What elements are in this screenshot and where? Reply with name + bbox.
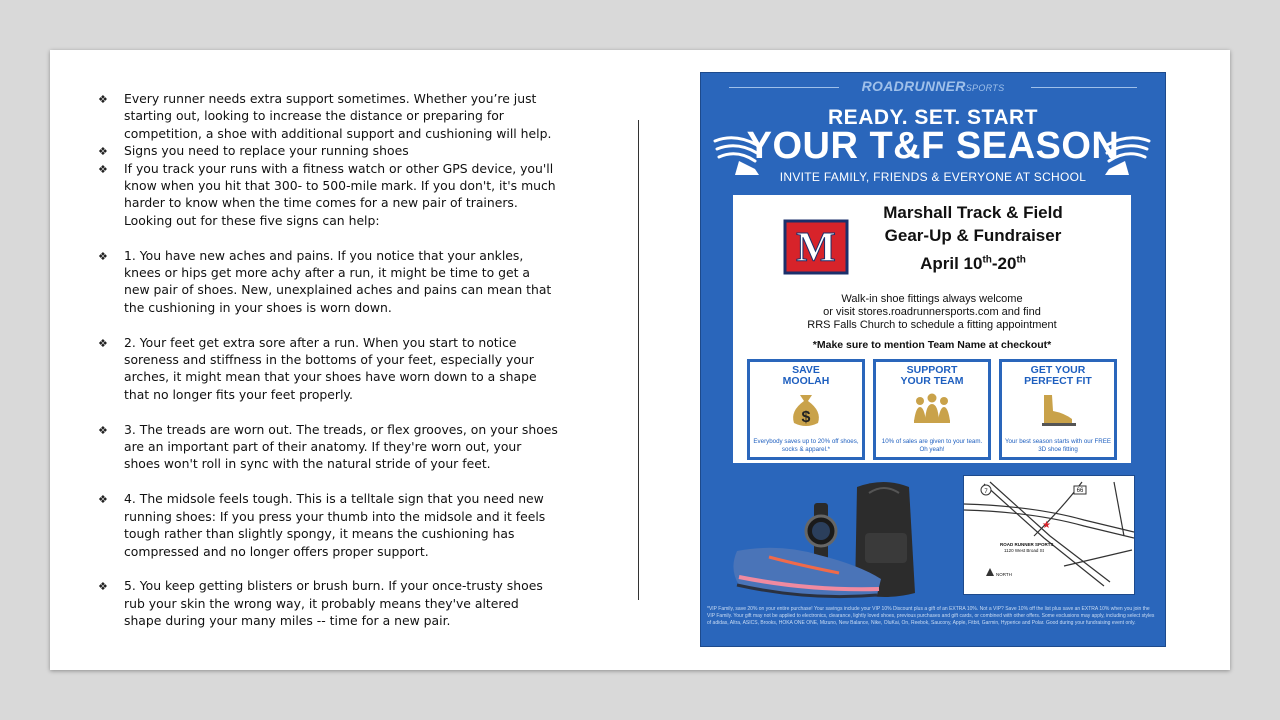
map-route-7: 7 [984,489,988,495]
map-roads-graphic [964,476,1134,594]
bullet-item [98,90,558,142]
benefit-title-fit-line2: PERFECT FIT [1024,375,1092,387]
benefit-caption-save: Everybody saves up to 20% off shoes, socks & apparel.* [753,438,859,453]
benefit-box-support [873,359,991,460]
foot-scan-icon [1026,389,1090,429]
fine-print: *VIP Family, save 20% on your entire purchase! Your savings include your VIP 10% Discount plus a gift of an EXTRA 10%. Not a VIP? Save 10% off the list plus save an EXTRA 10% when you join the VIP Family. Your gift may not be applied to electronics, clearance, lightly loved shoes, previous purchases and gift cards, or combined with other offers. Some exclusions may apply, including select styles of adidas, Altra, ASICS, Brooks, HOKA ONE ONE, Mizuno, New Balance, Nike, OluKai, On, Reebok, Saucony, Apple, Fitbit, Garmin, Hyperice and Polar. Good during your fundraising event only. [707,606,1155,626]
map-north-label: NORTH [996,572,1012,577]
bullet-text: 1. You have new aches and pains. If you notice that your ankles, knees or hips get more achy after a run, it might be time to get a new pair of shoes. New, unexplained aches and pains can mean that the cushioning in your shoes is worn down. [124,247,552,315]
diamond-bullet-icon: ❖ [98,93,108,106]
slide [50,50,1230,670]
money-bag-icon [786,389,826,429]
headline-invite: INVITE FAMILY, FRIENDS & EVERYONE AT SCHOOL [779,170,1087,184]
bullet-text: 2. Your feet get extra sore after a run. When you start to notice soreness and stiffness in the bottoms of your feet, especially your arches, it might mean that your shoes have worn down to a shape that no longer fits your feet properly. [124,334,537,402]
diamond-bullet-icon: ❖ [98,493,108,507]
divider-line [638,120,639,600]
brand-logo [701,78,1165,94]
event-title-line1: Marshall Track & Field [883,203,1063,222]
benefit-title-save-line1: SAVE [792,364,820,376]
bullet-item [98,577,558,629]
logo-letter: M [796,225,836,271]
benefit-title-support-line2: YOUR TEAM [900,375,964,387]
info-line-3: RRS Falls Church to schedule a fitting appointment [807,319,1057,331]
benefit-box-fit [999,359,1117,460]
event-date [863,254,1083,274]
team-people-icon [904,389,960,429]
bullet-list [98,90,558,630]
event-date-start: April 10 [920,254,983,273]
event-title-line2: Gear-Up & Fundraiser [884,226,1062,245]
info-line-2: or visit stores.roadrunnersports.com and find [823,306,1041,318]
event-date-end: -20 [991,254,1017,273]
bullet-text: Signs you need to replace your running shoes [124,143,409,159]
benefit-title-support-line1: SUPPORT [906,364,958,376]
event-date-suffix-1: th [982,254,992,266]
benefit-title-fit-line1: GET YOUR [1030,364,1086,376]
bullet-item [98,247,558,317]
bullet-text: 5. You keep getting blisters or brush burn. If your once-trusty shoes rub your skin the wrong way, it probably means they've altered shape during your many miles -- time for a new pair. [124,578,543,629]
diamond-bullet-icon: ❖ [98,336,108,350]
benefit-title-fit [1002,365,1114,387]
benefit-box-save [747,359,865,460]
bullet-text: 4. The midsole feels tough. This is a telltale sign that you need new running shoes: If you press your thumb into the midsole and it feels tough rather than slightly spongy, it means the cushioning has compressed and no longer offers proper support. [124,491,546,559]
winged-foot-icon-left [709,131,763,177]
brand-sub-text: SPORTS [965,83,1005,93]
map-store-address: 1120 West Broad St [1004,548,1044,553]
bullet-text: If you track your runs with a fitness watch or other GPS device, you'll know when you hit that 300- to 500-mile mark. If you don't, it's much harder to know when the time comes for a new pair of trainers. Looking out for these five signs can help: [124,160,556,228]
map-store-name: ROAD RUNNER SPORTS [1000,542,1054,547]
benefit-title-save [750,365,862,387]
benefit-caption-fit: Your best season starts with our FREE 3D shoe fitting [1004,438,1112,453]
team-name-note: *Make sure to mention Team Name at checkout* [812,339,1052,351]
bullet-item [98,421,558,473]
event-card [733,195,1131,463]
winged-foot-icon-right [1101,131,1155,177]
map-route-66: 66 [1076,488,1084,494]
bullet-item [98,334,558,404]
bullet-text: Every runner needs extra support sometimes. Whether you’re just starting out, looking to increase the distance or preparing for competition, a shoe with additional support and cushioning will help. [124,91,552,141]
store-location-star-icon: ★ [1042,520,1051,531]
bullet-text: 3. The treads are worn out. The treads, or flex grooves, on your shoes are an important part of their anatomy. If they're worn out, your shoes won't roll in sync with the natural stride of your feet. [124,421,558,472]
diamond-bullet-icon: ❖ [98,580,108,594]
bullet-item [98,490,558,560]
gear-products-image [709,473,959,603]
headline-season: YOUR T&F SEASON [746,125,1120,167]
info-line-1: Walk-in shoe fittings always welcome [841,293,1023,305]
benefit-caption-support: 10% of sales are given to your team. Oh yeah! [881,438,983,453]
bullet-item [98,142,558,159]
benefit-title-support [876,365,988,387]
benefit-title-save-line2: MOOLAH [782,375,830,387]
diamond-bullet-icon: ❖ [98,249,108,263]
diamond-bullet-icon: ❖ [98,145,108,159]
brand-main-text: ROADRUNNER [861,78,966,94]
fundraiser-flyer [700,72,1166,647]
marshall-logo-icon [783,217,849,277]
diamond-bullet-icon: ❖ [98,423,108,437]
store-map [963,475,1135,595]
diamond-bullet-icon: ❖ [98,162,108,176]
event-date-suffix-2: th [1016,254,1026,266]
svg-text:$: $ [801,409,811,426]
north-arrow-icon [986,568,994,576]
headline-ready: READY. SET. START [828,106,1038,129]
bullet-item [98,160,558,230]
